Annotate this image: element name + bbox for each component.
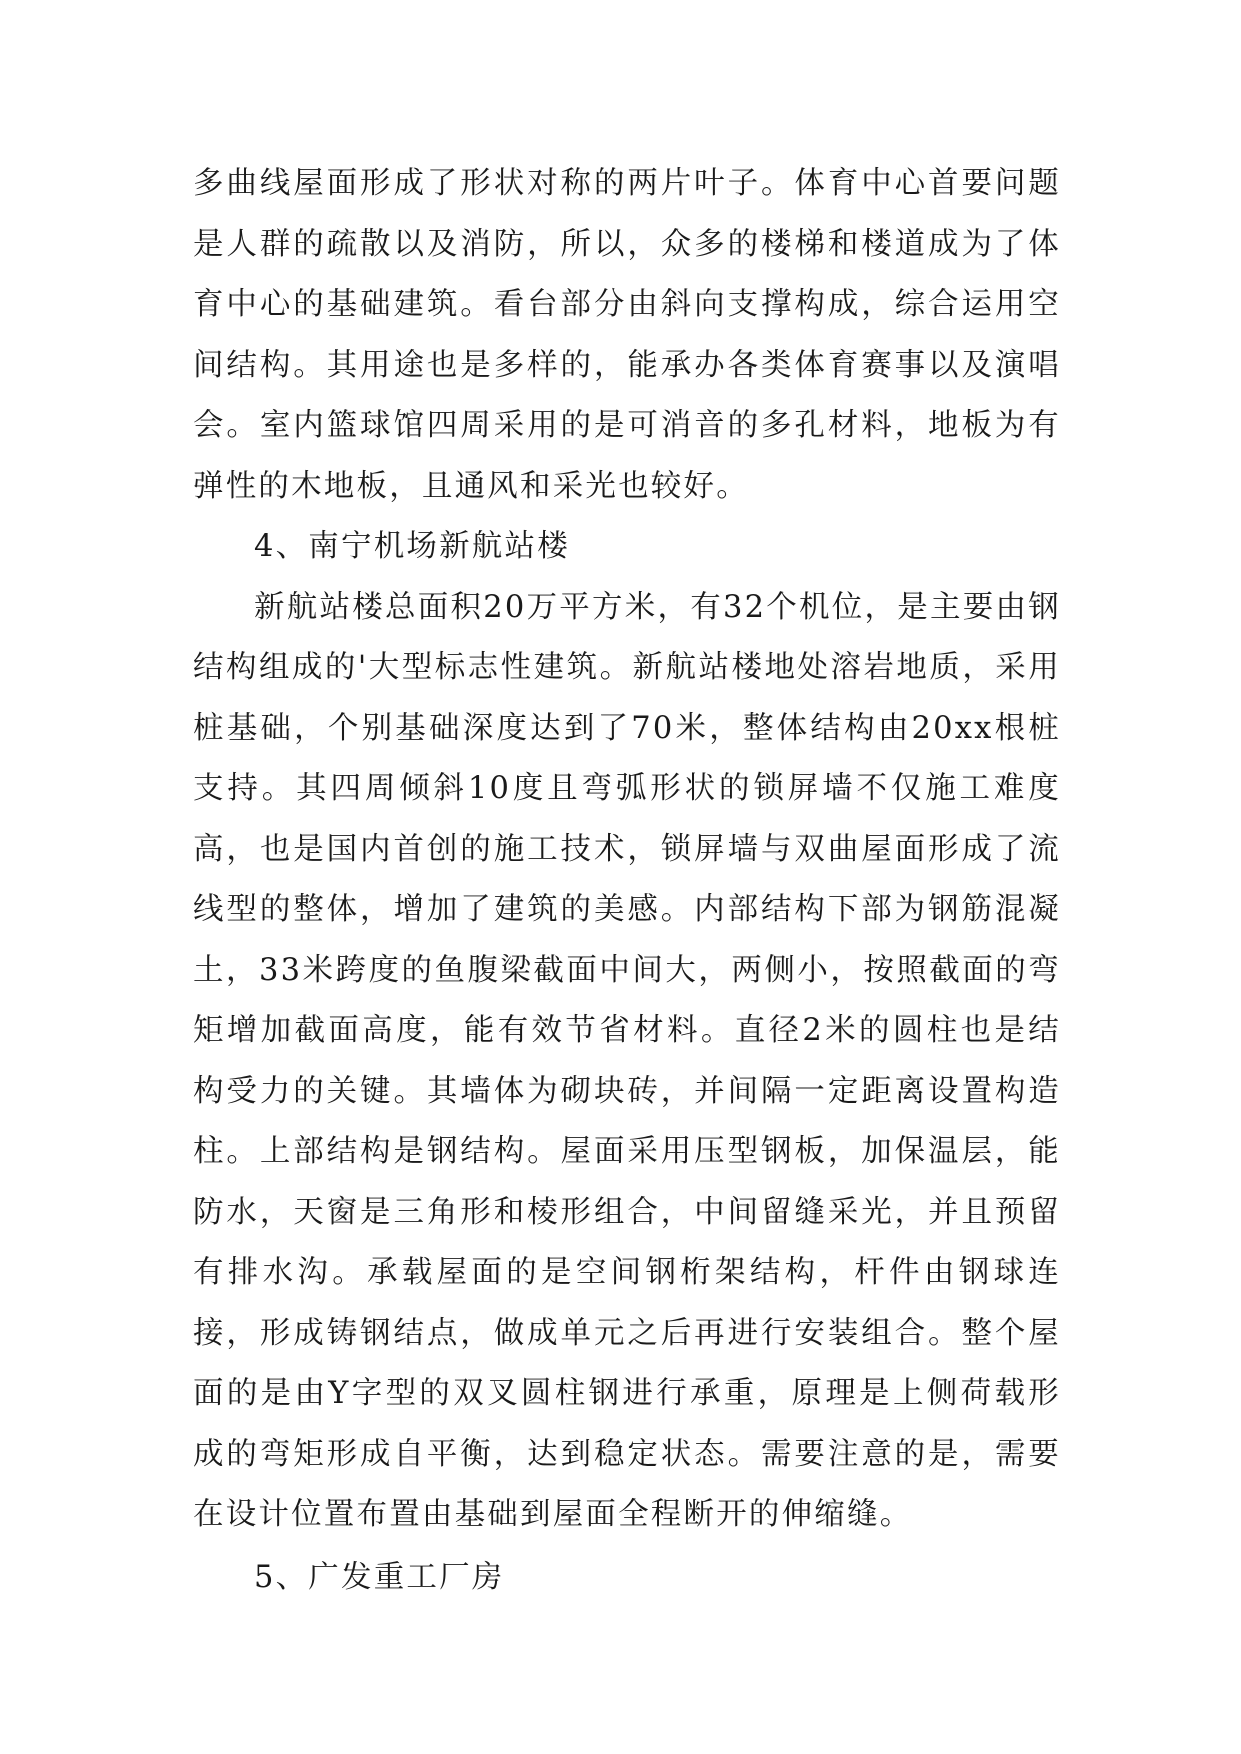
section-heading-guangfa-factory: 5、广发重工厂房 [254,1559,505,1595]
document-body [193,154,1061,1608]
paragraph-airport-terminal-description: 新航站楼总面积20万平方米，有32个机位，是主要由钢结构组成的'大型标志性建筑。新航站楼地处溶岩地质，采用桩基础，个别基础深度达到了70米，整体结构由20xx根桩支持。其四周倾斜10度且弯弧形状的锁屏墙不仅施工难度高，也是国内首创的施工技术，锁屏墙与双曲屋面形成了流线型的整体，增加了建筑的美感。内部结构下部为钢筋混凝土，33米跨度的鱼腹梁截面中间大，两侧小，按照截面的弯矩增加截面高度，能有效节省材料。直径2米的圆柱也是结构受力的关键。其墙体为砌块砖，并间隔一定距离设置构造柱。上部结构是钢结构。屋面采用压型钢板，加保温层，能防水，天窗是三角形和棱形组合，中间留缝采光，并且预留有排水沟。承载屋面的是空间钢桁架结构，杆件由钢球连接，形成铸钢结点，做成单元之后再进行安装组合。整个屋面的是由Y字型的双叉圆柱钢进行承重，原理是上侧荷载形成的弯矩形成自平衡，达到稳定状态。需要注意的是，需要在设计位置布置由基础到屋面全程断开的伸缩缝。 [193,589,1061,1532]
paragraph-stadium-description: 多曲线屋面形成了形状对称的两片叶子。体育中心首要问题是人群的疏散以及消防，所以，众多的楼梯和楼道成为了体育中心的基础建筑。看台部分由斜向支撑构成，综合运用空间结构。其用途也是多样的，能承办各类体育赛事以及演唱会。室内篮球馆四周采用的是可消音的多孔材料，地板为有弹性的木地板，且通风和采光也较好。 [193,166,1061,504]
section-heading-nanning-airport: 4、南宁机场新航站楼 [254,529,570,564]
